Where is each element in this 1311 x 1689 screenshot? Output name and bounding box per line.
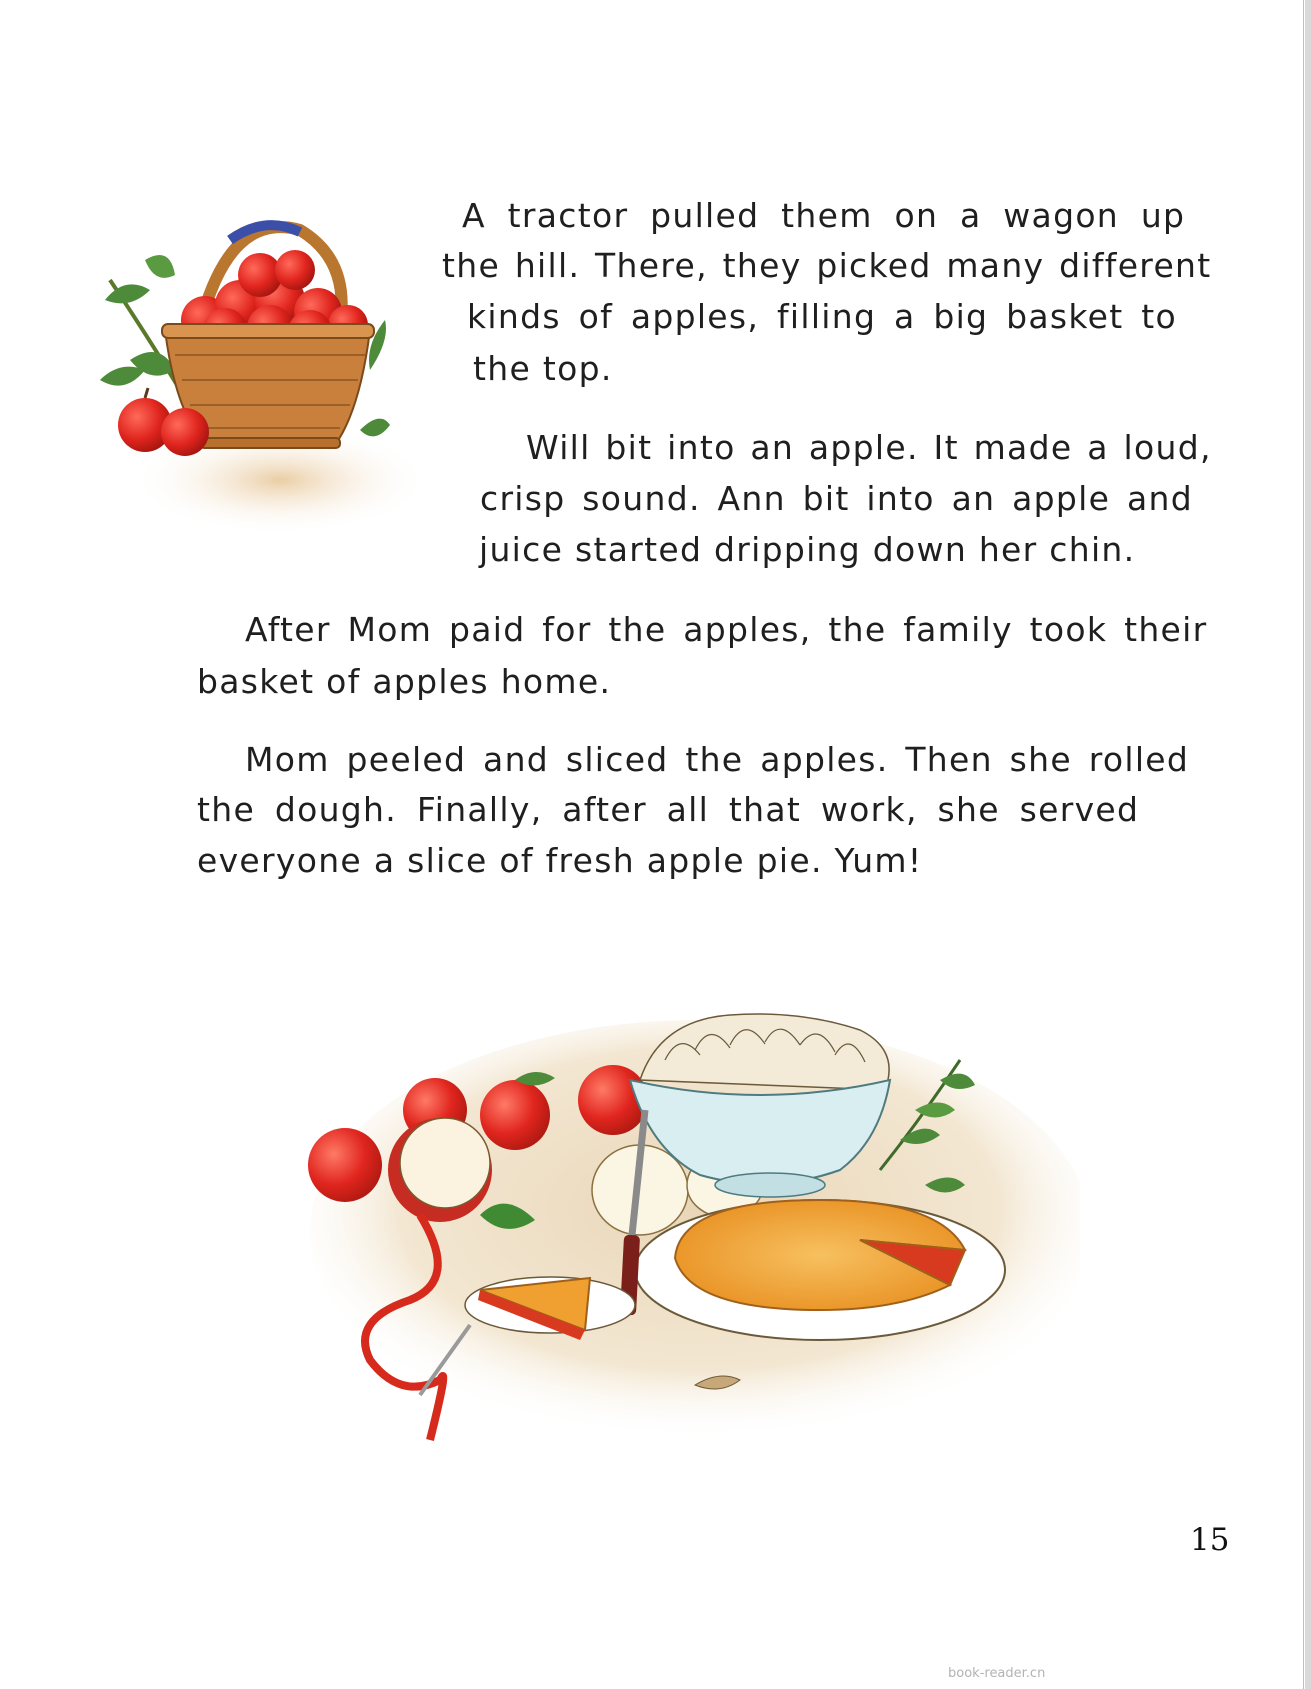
apple-pie-table-illustration <box>300 1000 1080 1460</box>
text-line: After Mom paid for the apples, the family took their <box>245 610 1208 649</box>
text-line: kinds of apples, filling a big basket to <box>467 297 1177 336</box>
text-line: the top. <box>473 349 613 388</box>
text-line: A tractor pulled them on a wagon up <box>462 196 1186 235</box>
text-line: juice started dripping down her chin. <box>479 530 1136 569</box>
text-line: everyone a slice of fresh apple pie. Yum! <box>197 841 923 880</box>
text-line: crisp sound. Ann bit into an apple and <box>480 479 1193 518</box>
watermark: book-reader.cn <box>948 1666 1046 1681</box>
page-edge <box>1305 0 1311 1689</box>
page-edge-line <box>1303 0 1304 1689</box>
text-line: basket of apples home. <box>197 662 612 701</box>
text-line: Mom peeled and sliced the apples. Then she rolled <box>245 740 1190 779</box>
text-line: the dough. Finally, after all that work, she served <box>197 790 1140 829</box>
page-number: 15 <box>1190 1522 1230 1558</box>
text-line: Will bit into an apple. It made a loud, <box>526 428 1212 467</box>
text-line: the hill. There, they picked many different <box>442 246 1212 285</box>
apple-basket-illustration <box>90 220 420 540</box>
